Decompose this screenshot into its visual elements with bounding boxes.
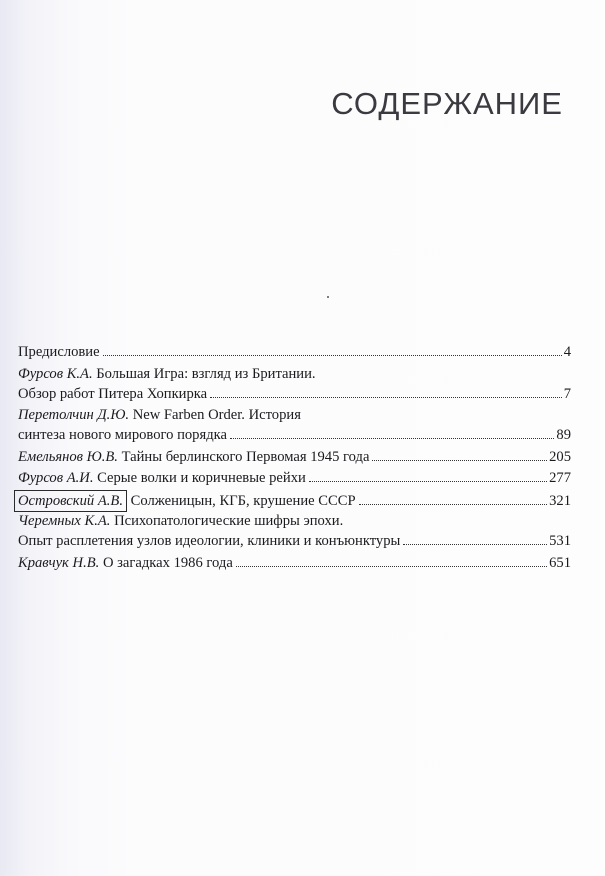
leader-dots [210,384,562,398]
leader-dots [309,468,547,482]
page-number: 205 [549,448,571,465]
toc-entry [18,364,571,404]
leader-dots [103,342,562,356]
toc-line[interactable] [18,364,571,384]
toc-line[interactable] [18,425,571,445]
toc-entry [18,342,571,362]
ink-speck [327,296,329,298]
toc-line[interactable] [18,468,571,488]
toc-line[interactable] [18,531,571,551]
toc-entry [18,490,571,510]
leader-dots [236,553,547,567]
leader-dots [372,447,547,461]
page-number: 4 [563,344,571,360]
toc-entry [18,405,571,445]
toc-line[interactable] [18,384,571,404]
entry-title: New Farben Order. История [132,407,301,423]
page-number: 7 [563,385,571,402]
table-of-contents [18,342,571,574]
page-number: 89 [556,427,571,443]
entry-author: Фурсов К.А. [18,365,93,382]
toc-entry [18,447,571,467]
entry-author: Черемных К.А. [18,513,111,529]
page-title: СОДЕРЖАНИЕ [331,86,563,121]
page-number: 531 [549,533,571,549]
toc-entry [18,468,571,488]
toc-entry [18,511,571,551]
entry-author-highlighted: Островский А.В. [14,490,127,512]
page-number: 651 [549,554,571,571]
entry-title: Предисловие [18,344,100,360]
entry-title: Психопатологические шифры эпохи. [114,513,344,529]
toc-line[interactable] [18,405,571,425]
toc-line[interactable] [18,511,571,531]
toc-entry [18,553,571,573]
entry-title: Тайны берлинского Первомая 1945 года [121,448,370,465]
entry-title: Обзор работ Питера Хопкирка [18,385,208,402]
entry-author: Кравчук Н.В. [18,554,100,571]
entry-title: Серые волки и коричневые рейхи [97,470,306,486]
entry-author: Емельянов Ю.В. [18,448,118,465]
entry-title: Солженицын, КГБ, крушение СССР [130,492,356,509]
toc-line[interactable] [18,553,571,573]
leader-dots [403,531,547,545]
toc-line[interactable] [18,490,571,510]
entry-title: Большая Игра: взгляд из Британии. [96,365,316,382]
entry-author: Перетолчин Д.Ю. [18,407,130,423]
leader-dots [359,491,548,505]
entry-title: синтеза нового мирового порядка [18,427,227,443]
entry-title: Опыт расплетения узлов идеологии, клиники и конъюнктуры [18,533,401,549]
leader-dots [230,425,554,439]
entry-author: Фурсов А.И. [18,470,94,486]
toc-line[interactable] [18,447,571,467]
page-number: 321 [549,492,571,509]
entry-title: О загадках 1986 года [102,554,233,571]
toc-line[interactable] [18,342,571,362]
page-number: 277 [549,470,571,486]
